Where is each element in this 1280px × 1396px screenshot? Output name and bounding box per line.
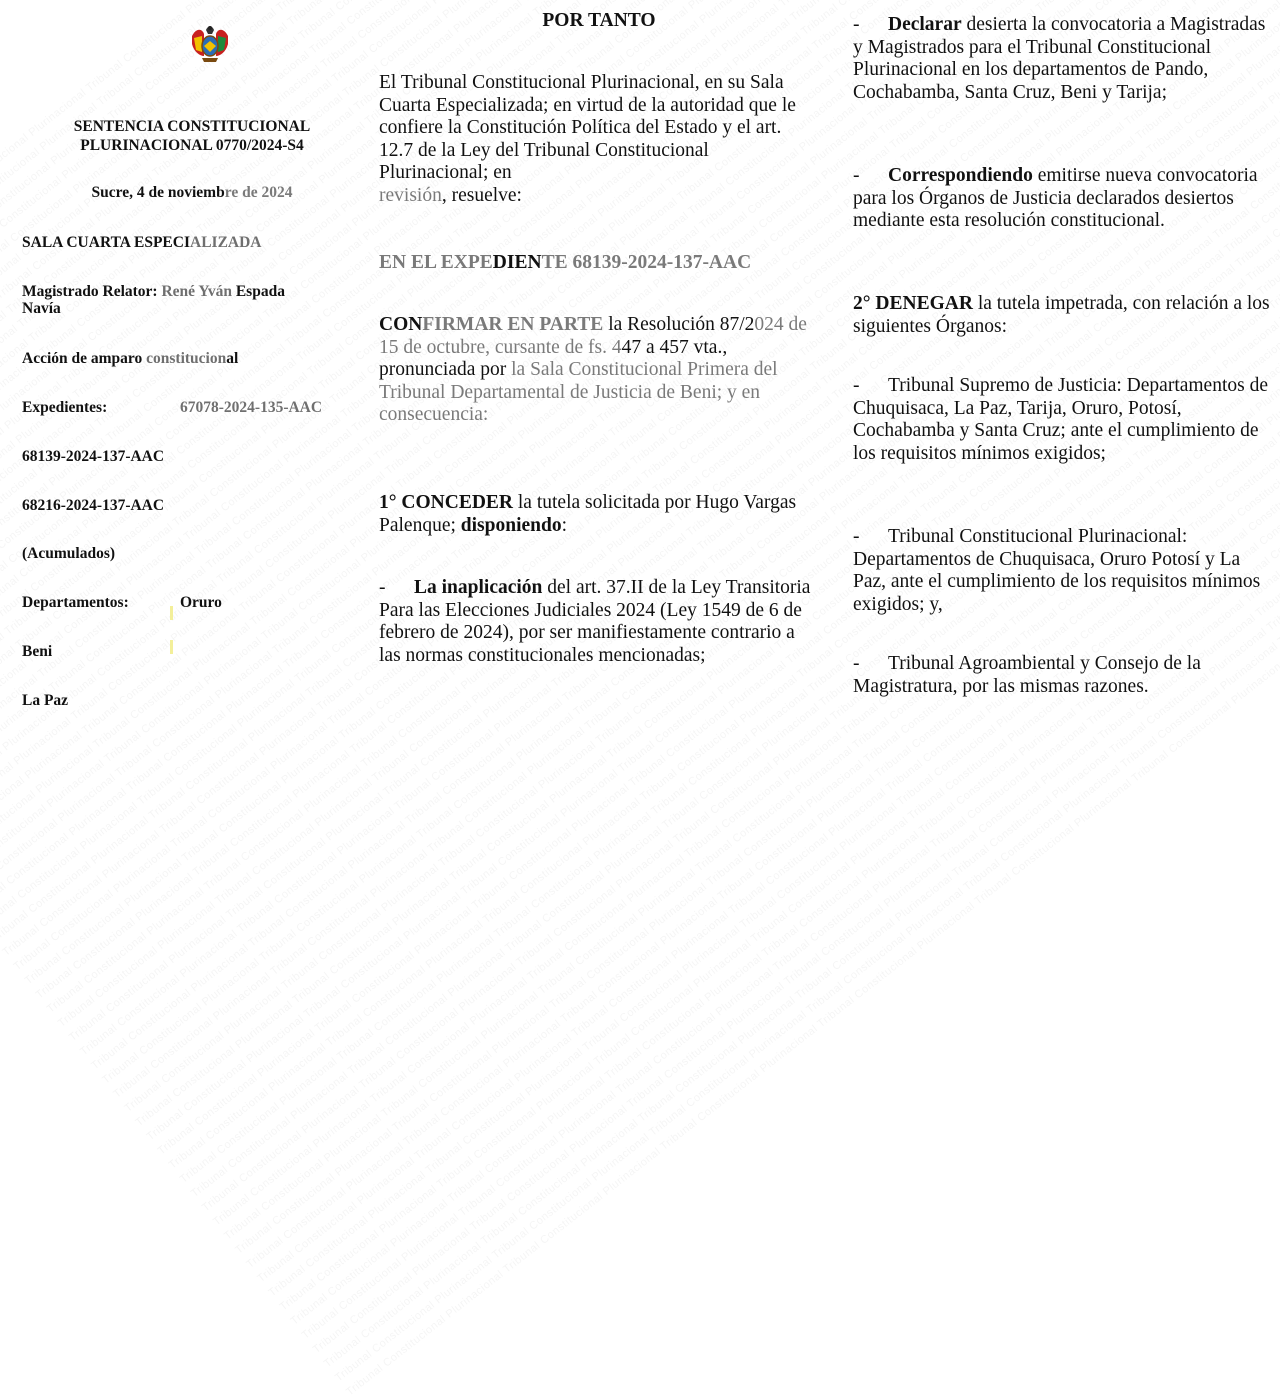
resolves-paragraph bbox=[379, 72, 814, 207]
case-title bbox=[22, 117, 362, 155]
section-heading: POR TANTO bbox=[542, 10, 656, 31]
confirmar-g: la Sala Constitucional Primera del Tribunal Departamental de Justicia de Beni; y en consecuencia: bbox=[379, 359, 778, 425]
highlight-mark bbox=[170, 606, 173, 620]
denegar-paragraph bbox=[853, 293, 1278, 338]
list-dash: - bbox=[853, 165, 860, 186]
city-date bbox=[22, 184, 362, 202]
conceder-label: 1° CONCEDER bbox=[379, 492, 514, 513]
organo-item-1 bbox=[853, 375, 1278, 465]
expediente-heading bbox=[379, 252, 814, 275]
acumulados: (Acumulados) bbox=[22, 545, 116, 562]
organo-item-1-text: Tribunal Supremo de Justicia: Departamentos de Chuquisaca, La Paz, Tarija, Oruro, Potosí, Cochabamba y Santa Cruz; ante el cumplimiento de los requisitos mínimos exigidos; bbox=[853, 375, 1269, 464]
confirmar-paragraph bbox=[379, 314, 814, 427]
organo-item-2-text: Tribunal Constitucional Plurinacional: Departamentos de Chuquisaca, Oruro Potosí y La Paz, ante el cumplimiento de los requisitos mínimos exigidos; y, bbox=[853, 526, 1261, 615]
coat-of-arms-emblem bbox=[188, 22, 232, 66]
confirmar-d: la Resolución 87/2 bbox=[603, 314, 755, 335]
confirmar-f: 47 a 457 vta., pronunciada por bbox=[379, 336, 728, 380]
accion-row bbox=[22, 350, 238, 367]
confirmar-e: 024 de 15 de octubre, cursante de fs. 4 bbox=[379, 314, 807, 358]
resolves-text-end: , resuelve: bbox=[441, 184, 522, 206]
accion-text-faded: constitucion bbox=[146, 350, 227, 367]
conceder-text: la tutela solicitada por Hugo Vargas Palenque; bbox=[379, 492, 797, 536]
declarar-label: Declarar bbox=[888, 14, 962, 35]
departamentos-row bbox=[22, 594, 342, 611]
sala-text: SALA CUARTA ESPECI bbox=[22, 234, 190, 251]
confirmar-c: N PARTE bbox=[520, 314, 604, 335]
highlight-mark bbox=[170, 640, 173, 654]
conceder-paragraph bbox=[379, 492, 814, 537]
list-dash: - bbox=[853, 375, 860, 396]
list-dash: - bbox=[379, 577, 386, 598]
declarar-item bbox=[853, 14, 1278, 104]
expediente-heading-c: TE 68139-2024-137-AAC bbox=[541, 252, 752, 273]
confirmar-b: FIRMAR E bbox=[422, 314, 521, 335]
inaplicacion-item bbox=[379, 577, 814, 667]
list-dash: - bbox=[853, 653, 860, 674]
expediente-2: 68139-2024-137-AAC bbox=[22, 448, 165, 465]
list-dash: - bbox=[853, 14, 860, 35]
departamento-2: Beni bbox=[22, 643, 53, 660]
case-title-line-1: SENTENCIA CONSTITUCIONAL bbox=[73, 118, 311, 135]
sala-text-faded: ALIZADA bbox=[190, 234, 262, 251]
conceder-colon: : bbox=[561, 514, 568, 536]
relator-row bbox=[22, 283, 342, 317]
expedientes-label: Expedientes: bbox=[22, 399, 108, 416]
expediente-heading-a: EN EL EXPE bbox=[379, 252, 493, 273]
resolves-text-faded: revisión bbox=[379, 184, 442, 206]
organo-item-3 bbox=[853, 653, 1278, 698]
organo-item-3-text: Tribunal Agroambiental y Consejo de la Magistratura, por las mismas razones. bbox=[853, 653, 1201, 697]
relator-surname: Espada bbox=[235, 283, 285, 300]
departamentos-label: Departamentos: bbox=[22, 594, 129, 611]
city-date-text: Sucre, 4 de noviemb bbox=[91, 184, 225, 201]
denegar-text: la tutela impetrada, con relación a los siguientes Órganos: bbox=[853, 293, 1270, 337]
list-dash: - bbox=[853, 526, 860, 547]
resolves-text: El Tribunal Constitucional Plurinacional, en su Sala Cuarta Especializada; en virtud de la autoridad que le confiere la Constitución Política del Estado y el art. 12.7 de la Ley del Tribunal Constitucional Plurinacional; en bbox=[379, 72, 796, 183]
inaplicacion-label: La inaplicación bbox=[414, 577, 543, 598]
declarar-text: desierta la convocatoria a Magistradas y Magistrados para el Tribunal Constitucional Plurinacional en los departamentos de Pando, Cochabamba, Santa Cruz, Beni y Tarija; bbox=[853, 14, 1266, 103]
inaplicacion-text: del art. 37.II de la Ley Transitoria Para las Elecciones Judiciales 2024 (Ley 1549 de 6 de febrero de 2024), por ser manifiestamente contrario a las normas constitucionales mencionadas; bbox=[379, 577, 811, 666]
correspondiendo-text: emitirse nueva convocatoria para los Órganos de Justicia declarados desiertos mediante esta resolución constitucional. bbox=[853, 165, 1258, 231]
expediente-1: 67078-2024-135-AAC bbox=[180, 399, 323, 416]
sala-row bbox=[22, 234, 261, 251]
case-title-line-2: PLURINACIONAL 0770/2024-S4 bbox=[80, 137, 304, 154]
correspondiendo-item bbox=[853, 165, 1278, 233]
relator-label: Magistrado Relator: bbox=[22, 283, 158, 300]
denegar-label: 2° DENEGAR bbox=[853, 293, 973, 314]
relator-second-surname: Navía bbox=[22, 300, 61, 317]
expedientes-row bbox=[22, 399, 342, 416]
organo-item-2 bbox=[853, 526, 1278, 616]
city-date-text-faded: re de 2024 bbox=[224, 184, 293, 201]
departamento-1: Oruro bbox=[180, 594, 222, 611]
confirmar-a: CON bbox=[379, 314, 423, 335]
accion-text-end: al bbox=[226, 350, 239, 367]
expediente-3: 68216-2024-137-AAC bbox=[22, 497, 165, 514]
accion-text: Acción de amparo bbox=[22, 350, 147, 367]
disponiendo-label: disponiendo bbox=[460, 514, 562, 536]
departamento-3: La Paz bbox=[22, 692, 69, 709]
correspondiendo-label: Correspondiendo bbox=[888, 165, 1033, 186]
relator-name-faded: René Yván bbox=[161, 283, 232, 300]
expediente-heading-b: DIEN bbox=[492, 252, 542, 273]
